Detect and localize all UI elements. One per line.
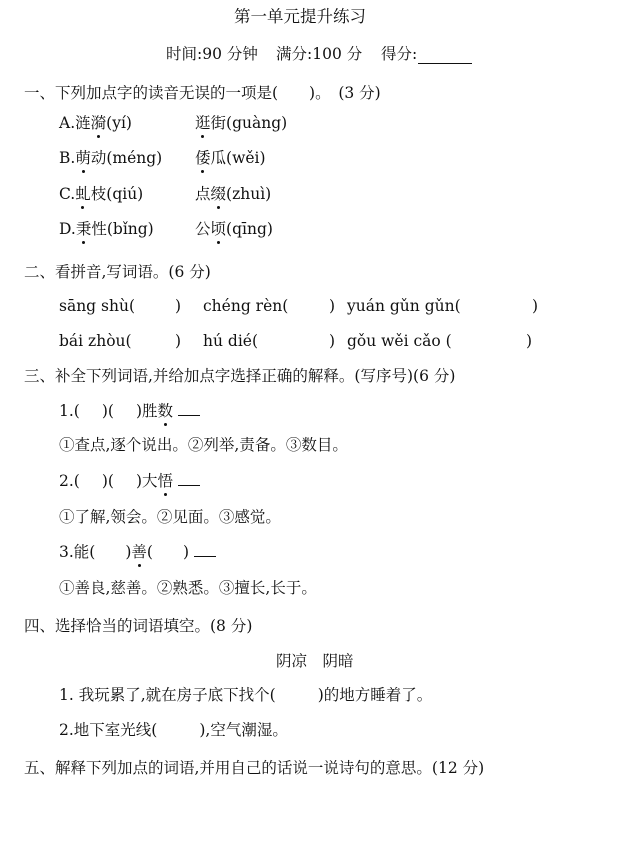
- q1-option-a-word2: [195, 113, 287, 133]
- paren-close: ): [175, 332, 182, 350]
- text: 2.地下室光线(: [59, 721, 158, 739]
- time-label: 时间:90 分钟: [166, 45, 258, 63]
- pinyin-item: gǒu wěi cǎo (: [347, 332, 452, 350]
- text: )(: [101, 402, 114, 420]
- text: 2.(: [59, 472, 80, 490]
- paren-close: ): [329, 332, 336, 350]
- text: )的地方睡着了。: [317, 686, 433, 704]
- q4-sentence-1: [59, 685, 432, 705]
- q1-stem: 一、下列加点字的读音无误的一项是( )。 (3 分): [24, 84, 381, 102]
- option-prefix: A.: [59, 114, 76, 132]
- q3-options-3: ①善良,慈善。②熟悉。③擅长,长于。: [59, 579, 317, 597]
- dotted-char: 公顷: [195, 220, 227, 238]
- q1-option-c: [59, 184, 143, 204]
- paren-close: ): [329, 297, 336, 315]
- text: ): [125, 543, 132, 561]
- q3-stem: 三、补全下列词语,并给加点字选择正确的解释。(写序号)(6 分): [24, 367, 456, 385]
- q3-options-2: ①了解,领会。②见面。③感觉。: [59, 508, 281, 526]
- option-prefix: B.: [59, 149, 76, 167]
- pinyin: (wěi): [226, 149, 266, 167]
- text: 3.能(: [59, 543, 96, 561]
- q1-option-d-word2: [195, 219, 273, 239]
- dotted-char: 虬枝: [75, 185, 107, 203]
- dotted-char: 萌动: [75, 149, 107, 167]
- option-prefix: C.: [59, 185, 76, 203]
- dotted-char: 倭瓜: [195, 149, 227, 167]
- paren-close: ): [526, 332, 533, 350]
- dotted-char: 善: [131, 543, 147, 561]
- q4-sentence-2: [59, 720, 288, 740]
- text: ): [182, 543, 190, 561]
- paren-close: ): [175, 297, 182, 315]
- text: )(: [101, 472, 114, 490]
- text: 1. 我玩累了,就在房子底下找个(: [59, 686, 276, 704]
- q5-stem: 五、解释下列加点的词语,并用自己的话说一说诗句的意思。(12 分): [24, 759, 485, 777]
- pinyin: (bǐng): [106, 220, 154, 238]
- pinyin: (zhuì): [226, 185, 272, 203]
- q2-stem: 二、看拼音,写词语。(6 分): [24, 263, 211, 281]
- q3-item-1: [59, 399, 200, 421]
- pinyin-item: hú dié(: [203, 332, 258, 350]
- pinyin: (qīng): [226, 220, 273, 238]
- full-score-label: 满分:100 分: [276, 45, 363, 63]
- text: 1.(: [59, 402, 80, 420]
- q1-option-b-word2: [195, 148, 266, 168]
- dotted-char: 涟漪: [75, 114, 107, 132]
- paren-close: ): [532, 297, 539, 315]
- pinyin: (méng): [106, 149, 163, 167]
- pinyin: (qiú): [106, 185, 144, 203]
- q4-stem: 四、选择恰当的词语填空。(8 分): [24, 617, 253, 635]
- score-label: 得分:: [381, 45, 418, 63]
- dotted-char: 点缀: [195, 185, 227, 203]
- score-blank: [418, 47, 472, 64]
- q1-option-a: [59, 113, 132, 133]
- pinyin: (yí): [106, 114, 132, 132]
- option-prefix: D.: [59, 220, 76, 238]
- pinyin-item: sāng shù(: [59, 297, 135, 315]
- q4-choices: 阴凉 阴暗: [276, 652, 354, 670]
- q3-item-2: [59, 469, 200, 491]
- q1-option-c-word2: [195, 184, 271, 204]
- pinyin-item: bái zhòu(: [59, 332, 132, 350]
- answer-blank: [178, 469, 200, 486]
- q3-options-1: ①查点,逐个说出。②列举,责备。③数目。: [59, 436, 348, 454]
- dotted-char: 秉性: [75, 220, 107, 238]
- dotted-char: 悟: [157, 472, 174, 490]
- q1-option-b: [59, 148, 162, 168]
- answer-blank: [194, 540, 216, 557]
- dotted-char: 数: [157, 402, 174, 420]
- q3-item-3: [59, 540, 216, 562]
- dotted-char: 逛街: [195, 114, 227, 132]
- pinyin-item: chéng rèn(: [203, 297, 289, 315]
- text: )大: [135, 472, 158, 490]
- text: (: [146, 543, 153, 561]
- page-title: 第一单元提升练习: [234, 7, 366, 26]
- q1-option-d: [59, 219, 154, 239]
- pinyin-item: yuán gǔn gǔn(: [347, 297, 461, 315]
- text: ),空气潮湿。: [199, 721, 288, 739]
- answer-blank: [178, 399, 200, 416]
- text: )胜: [135, 402, 158, 420]
- pinyin: (guàng): [226, 114, 288, 132]
